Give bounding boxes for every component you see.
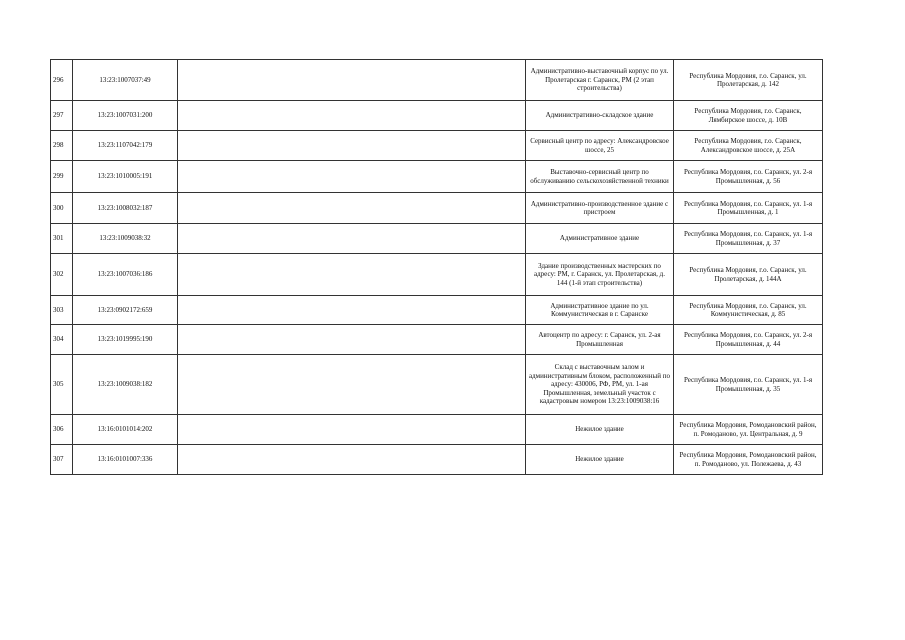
table-row xyxy=(51,193,823,224)
row-number-cell: 297 xyxy=(51,101,73,131)
cadastral-number-cell: 13:23:1007036:186 xyxy=(73,254,178,296)
cadastral-number-cell: 13:16:0101007:336 xyxy=(73,445,178,475)
cadastral-number-cell: 13:23:0902172:659 xyxy=(73,296,178,325)
cadastral-number-cell: 13:23:1009038:32 xyxy=(73,224,178,254)
object-name-cell: Административно-складское здание xyxy=(526,101,674,131)
object-name-cell: Склад с выставочным залом и административным блоком, расположенный по адресу: 430006, РФ, РМ, ул. 1-ая Промышленная, земельный участок с кадастровым номером 13:23:1009038:16 xyxy=(526,355,674,415)
address-cell: Республика Мордовия, г.о. Саранск, ул. 1-я Промышленная, д. 35 xyxy=(674,355,823,415)
blank-cell xyxy=(178,415,526,445)
blank-cell xyxy=(178,355,526,415)
object-name-cell: Административное здание по ул. Коммунистическая в г. Саранске xyxy=(526,296,674,325)
cadastral-number-cell: 13:23:1007031:200 xyxy=(73,101,178,131)
cadastral-number-cell: 13:23:1009038:182 xyxy=(73,355,178,415)
blank-cell xyxy=(178,325,526,355)
cadastral-number-cell: 13:23:1019995:190 xyxy=(73,325,178,355)
row-number-cell: 307 xyxy=(51,445,73,475)
address-cell: Республика Мордовия, г.о. Саранск, ул. Коммунистическая, д. 85 xyxy=(674,296,823,325)
table-row xyxy=(51,325,823,355)
blank-cell xyxy=(178,224,526,254)
row-number-cell: 301 xyxy=(51,224,73,254)
row-number-cell: 306 xyxy=(51,415,73,445)
table-row xyxy=(51,355,823,415)
row-number-cell: 302 xyxy=(51,254,73,296)
object-name-cell: Административное здание xyxy=(526,224,674,254)
table-row xyxy=(51,415,823,445)
table-row xyxy=(51,60,823,101)
object-name-cell: Сервисный центр по адресу: Александровское шоссе, 25 xyxy=(526,131,674,161)
address-cell: Республика Мордовия, г.о. Саранск, ул. 1-я Промышленная, д. 37 xyxy=(674,224,823,254)
table-row xyxy=(51,161,823,193)
table-row xyxy=(51,224,823,254)
property-register-table xyxy=(50,59,823,475)
table-row xyxy=(51,131,823,161)
address-cell: Республика Мордовия, г.о. Саранск, ул. Пролетарская, д. 144А xyxy=(674,254,823,296)
blank-cell xyxy=(178,131,526,161)
cadastral-number-cell: 13:23:1010005:191 xyxy=(73,161,178,193)
address-cell: Республика Мордовия, г.о. Саранск, ул. 2-я Промышленная, д. 56 xyxy=(674,161,823,193)
address-cell: Республика Мордовия, г.о. Саранск, ул. 2-я Промышленная, д. 44 xyxy=(674,325,823,355)
address-cell: Республика Мордовия, Ромодановский район, п. Ромоданово, ул. Полежаева, д. 43 xyxy=(674,445,823,475)
table-row xyxy=(51,101,823,131)
address-cell: Республика Мордовия, г.о. Саранск, Лямбирское шоссе, д. 10В xyxy=(674,101,823,131)
object-name-cell: Административно-выставочный корпус по ул. Пролетарская г. Саранск, РМ (2 этап строительства) xyxy=(526,60,674,101)
blank-cell xyxy=(178,445,526,475)
row-number-cell: 299 xyxy=(51,161,73,193)
blank-cell xyxy=(178,101,526,131)
object-name-cell: Выставочно-сервисный центр по обслуживанию сельскохозяйственной техники xyxy=(526,161,674,193)
row-number-cell: 300 xyxy=(51,193,73,224)
row-number-cell: 303 xyxy=(51,296,73,325)
address-cell: Республика Мордовия, г.о. Саранск, Александровское шоссе, д. 25А xyxy=(674,131,823,161)
address-cell: Республика Мордовия, г.о. Саранск, ул. 1-я Промышленная, д. 1 xyxy=(674,193,823,224)
blank-cell xyxy=(178,296,526,325)
table-row xyxy=(51,445,823,475)
cadastral-number-cell: 13:23:1107042:179 xyxy=(73,131,178,161)
blank-cell xyxy=(178,193,526,224)
blank-cell xyxy=(178,254,526,296)
object-name-cell: Нежилое здание xyxy=(526,415,674,445)
table-row xyxy=(51,296,823,325)
object-name-cell: Нежилое здание xyxy=(526,445,674,475)
address-cell: Республика Мордовия, г.о. Саранск, ул. Пролетарская, д. 142 xyxy=(674,60,823,101)
object-name-cell: Автоцентр по адресу: г. Саранск, ул. 2-ая Промышленная xyxy=(526,325,674,355)
address-cell: Республика Мордовия, Ромодановский район, п. Ромоданово, ул. Центральная, д. 9 xyxy=(674,415,823,445)
cadastral-number-cell: 13:16:0101014:202 xyxy=(73,415,178,445)
row-number-cell: 296 xyxy=(51,60,73,101)
cadastral-number-cell: 13:23:1008032:187 xyxy=(73,193,178,224)
row-number-cell: 304 xyxy=(51,325,73,355)
blank-cell xyxy=(178,161,526,193)
row-number-cell: 305 xyxy=(51,355,73,415)
object-name-cell: Административно-производственное здание с пристроем xyxy=(526,193,674,224)
cadastral-number-cell: 13:23:1007037:49 xyxy=(73,60,178,101)
table-row xyxy=(51,254,823,296)
row-number-cell: 298 xyxy=(51,131,73,161)
blank-cell xyxy=(178,60,526,101)
object-name-cell: Здание производственных мастерских по адресу: РМ, г. Саранск, ул. Пролетарская, д. 144 (1-й этап строительства) xyxy=(526,254,674,296)
